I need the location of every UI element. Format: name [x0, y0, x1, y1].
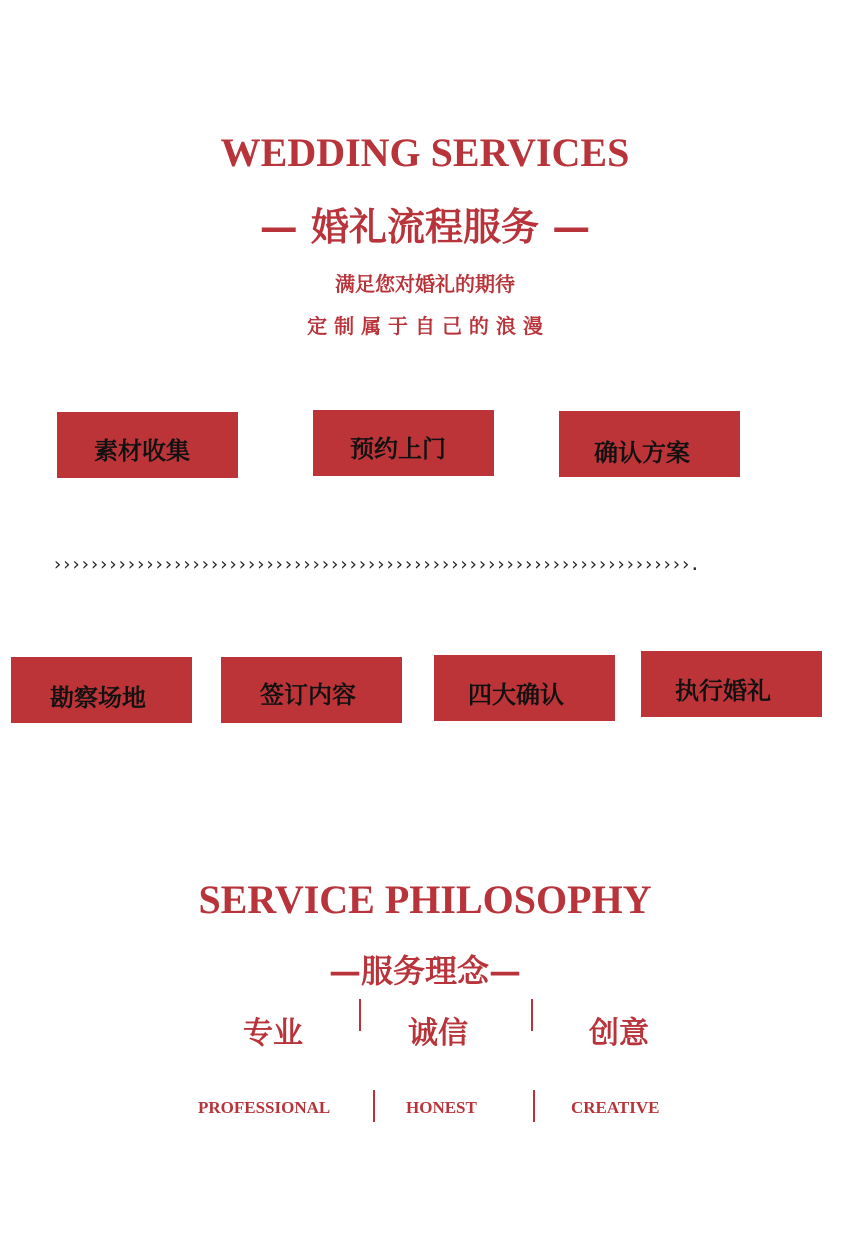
step-sign-contract	[221, 657, 402, 723]
divider-line	[373, 1090, 375, 1122]
divider-line	[531, 999, 533, 1031]
value-honest-en: HONEST	[406, 1098, 477, 1117]
step-label: 素材收集	[94, 437, 190, 465]
step-label: 签订内容	[260, 681, 356, 709]
step-label: 预约上门	[350, 435, 446, 463]
step-label: 勘察场地	[50, 684, 146, 712]
value-professional-cn: 专业	[243, 1016, 303, 1051]
arrow-divider: ›››››››››››››››››››››››››››››››››››››››››››››››››››››››››››››››››››››.	[52, 554, 699, 575]
step-label: 四大确认	[468, 681, 564, 709]
value-professional-en: PROFESSIONAL	[198, 1098, 331, 1117]
services-subtitle-2: 定 制 属 于 自 己 的 浪 漫	[307, 314, 543, 338]
value-honest-cn: 诚信	[408, 1016, 468, 1051]
services-title-cn: — 婚礼流程服务 —	[259, 204, 591, 249]
step-four-confirmations	[434, 655, 615, 721]
step-label: 执行婚礼	[675, 677, 771, 705]
step-material-collection	[57, 412, 238, 478]
step-execute-wedding	[641, 651, 822, 717]
services-subtitle-1: 满足您对婚礼的期待	[335, 272, 515, 296]
philosophy-title-cn: —服务理念—	[328, 952, 521, 990]
divider-line	[533, 1090, 535, 1122]
divider-line	[359, 999, 361, 1031]
value-creative-en: CREATIVE	[571, 1098, 660, 1117]
services-title-en: WEDDING SERVICES	[220, 130, 630, 175]
step-label: 确认方案	[594, 439, 690, 467]
step-site-survey	[11, 657, 192, 723]
step-home-visit	[313, 410, 494, 476]
value-creative-cn: 创意	[589, 1016, 649, 1051]
philosophy-title-en: SERVICE PHILOSOPHY	[198, 877, 652, 922]
step-confirm-plan	[559, 411, 740, 477]
